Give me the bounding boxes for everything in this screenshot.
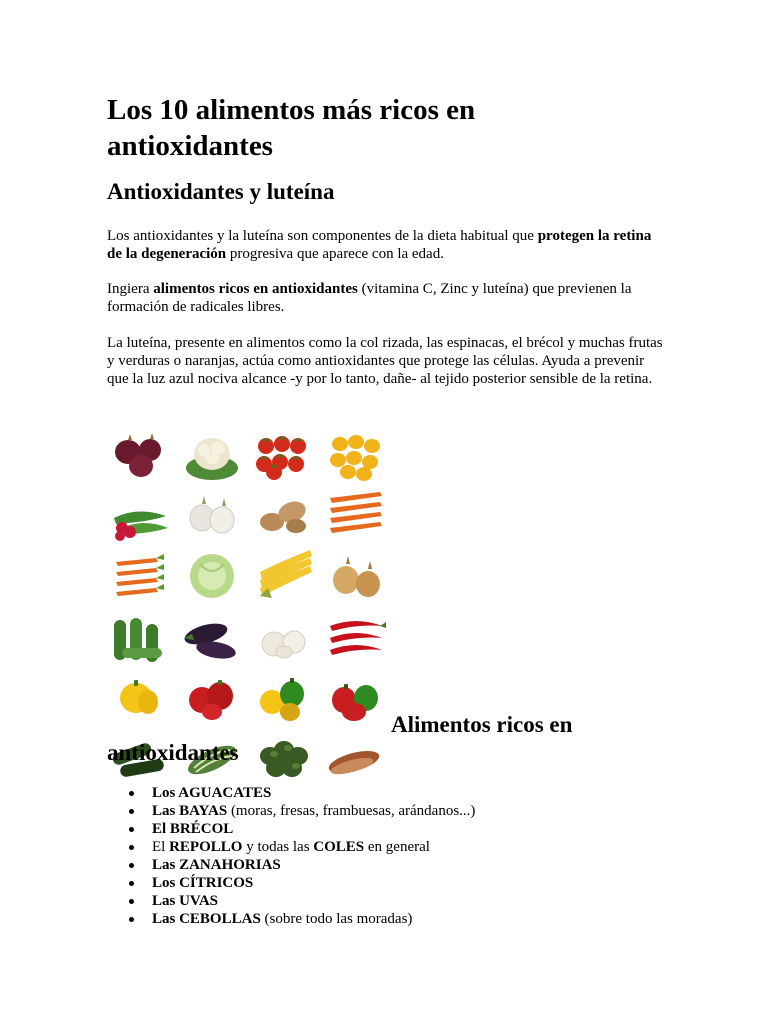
paragraph-3: La luteína, presente en alimentos como la col rizada, las espinacas, el brécol y muchas frutas y verduras o naranjas, actúa como antioxidantes que protege las células. Ayuda a prevenir que la luz azul nociva alcance -y por lo tanto, dañe- al tejido posterior sensible de la retina.: [107, 335, 663, 387]
list-item: [107, 838, 475, 856]
paragraph-2: [107, 280, 663, 316]
list-item-bold: Los CÍTRICOS: [152, 875, 254, 891]
list-item: [107, 802, 475, 820]
tomato-icon: [251, 428, 317, 484]
radish-beans-icon: [107, 488, 173, 544]
list-item-bold: Los AGUACATES: [152, 785, 272, 801]
list-item-bold: Las UVAS: [152, 893, 218, 909]
section-heading-line-2: antioxidantes: [107, 740, 239, 765]
cabbage-icon: [179, 548, 245, 604]
list-item-text: (moras, fresas, frambuesas, arándanos...): [227, 803, 476, 819]
list-item: [107, 874, 475, 892]
garlic-icon: [251, 608, 317, 664]
paragraph-1: [107, 227, 663, 263]
orange-carrot-icon: [107, 548, 173, 604]
paragraph-2-text-b: (vitamina C, Zinc y luteína) que previenen la formación de radicales libres.: [107, 281, 632, 315]
page-title: Los 10 alimentos más ricos en antioxidantes: [107, 94, 476, 162]
list-item-bold: REPOLLO: [169, 839, 243, 855]
list-item-bold: El BRÉCOL: [152, 821, 234, 837]
paragraph-1-bold: protegen la retina de la degeneración: [107, 228, 652, 262]
list-item: [107, 820, 475, 838]
section-heading-alimentos: [107, 711, 587, 767]
paragraph-2-bold: alimentos ricos en antioxidantes: [153, 281, 358, 297]
list-item-text-prefix: El: [152, 839, 170, 855]
cucumber-icon: [107, 608, 173, 664]
list-item: [107, 910, 475, 928]
list-item: [107, 784, 475, 802]
section-heading-antioxidantes-luteina: Antioxidantes y luteína: [107, 179, 335, 204]
onion-icon: [323, 548, 389, 604]
list-item-text-2: en general: [364, 839, 430, 855]
cauliflower-icon: [179, 428, 245, 484]
eggplant-icon: [179, 608, 245, 664]
list-item-text: y todas las: [242, 839, 314, 855]
list-item: [107, 892, 475, 910]
paragraph-2-text-a: Ingiera: [107, 281, 154, 297]
corn-icon: [251, 548, 317, 604]
paragraph-1-text-a: Los antioxidantes y la luteína son componentes de la dieta habitual que: [107, 228, 538, 244]
list-item-bold: Las ZANAHORIAS: [152, 857, 281, 873]
potato-icon: [251, 488, 317, 544]
vegetables-image: [107, 428, 389, 730]
carrot-icon: [323, 488, 389, 544]
yellow-tomato-icon: [323, 428, 389, 484]
section-heading-line-1: Alimentos ricos en: [391, 712, 573, 737]
list-item-bold-2: COLES: [313, 839, 365, 855]
red-onion-icon: [107, 428, 173, 484]
paragraph-1-text-b: progresiva que aparece con la edad.: [226, 246, 444, 262]
list-item-text: (sobre todo las moradas): [260, 911, 413, 927]
white-onion-icon: [179, 488, 245, 544]
list-item-bold: Las BAYAS: [152, 803, 228, 819]
list-item: [107, 856, 475, 874]
list-item-bold: Las CEBOLLAS: [152, 911, 261, 927]
food-list: [107, 784, 475, 928]
red-chili-icon: [323, 608, 389, 664]
